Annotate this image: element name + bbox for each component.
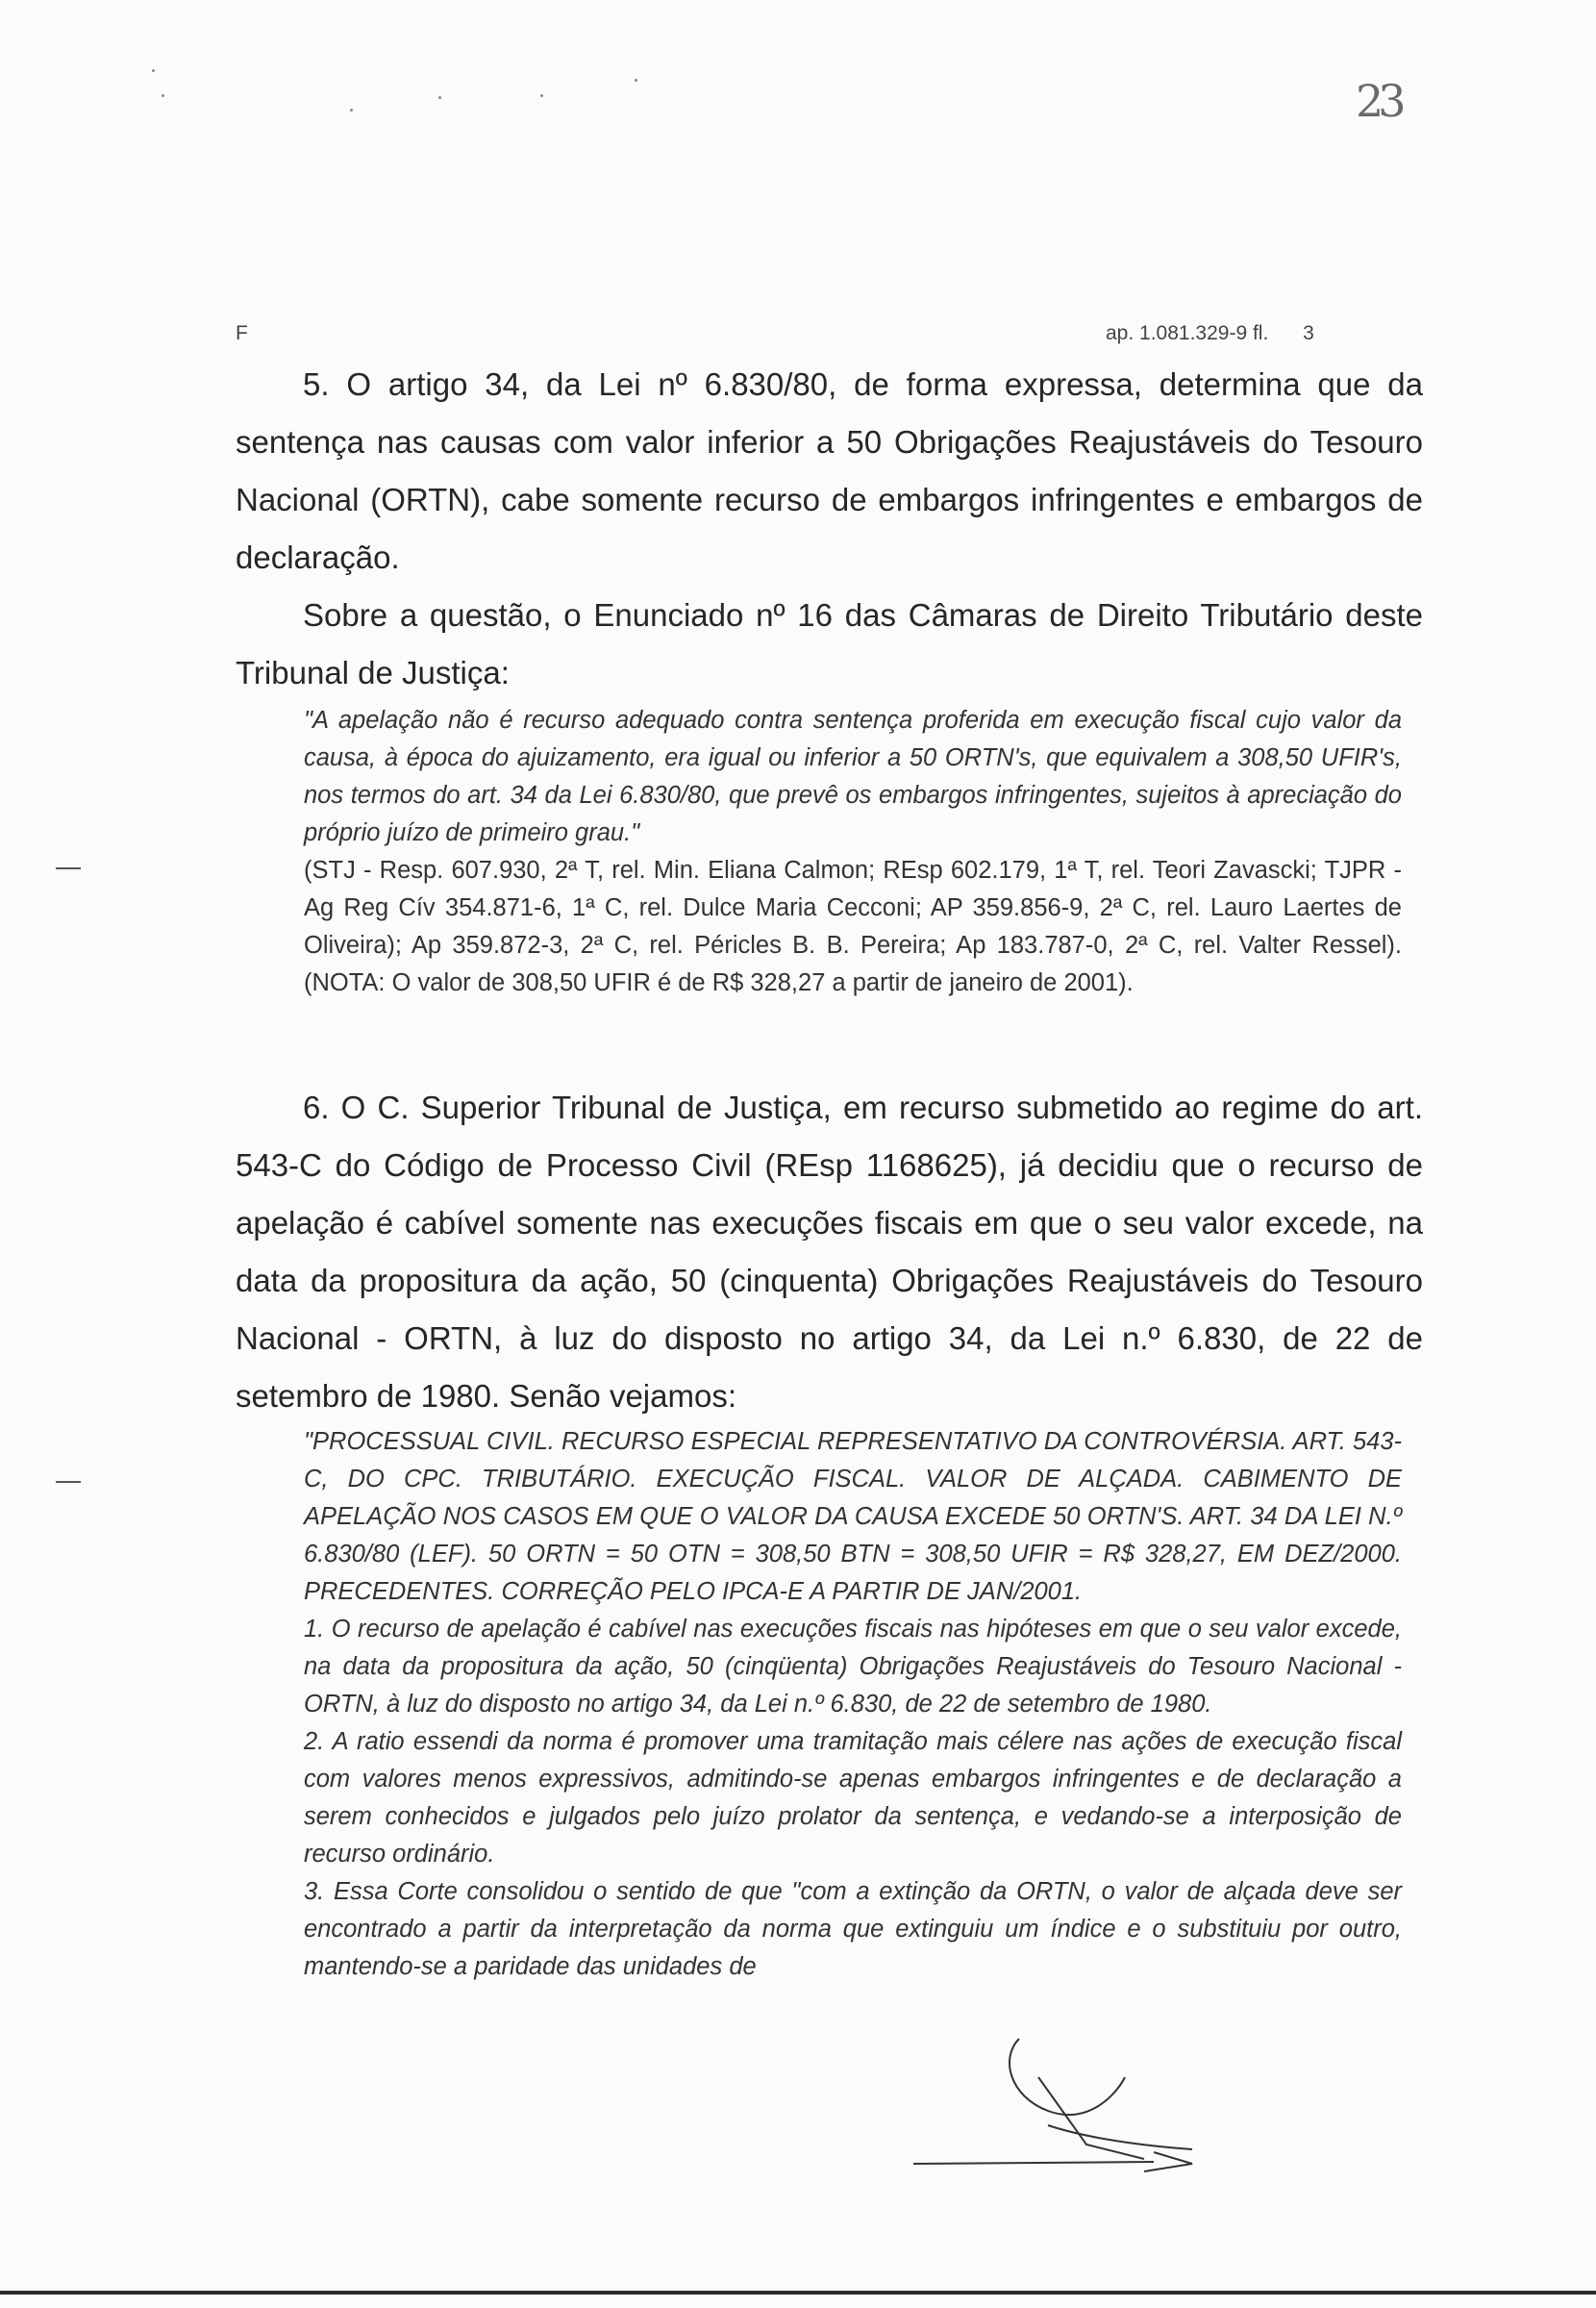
- enunciado-quote: [304, 702, 1402, 1002]
- enunciado-citation: (STJ - Resp. 607.930, 2ª T, rel. Min. Eliana Calmon; REsp 602.179, 1ª T, rel. Teori Zavascki; TJPR - Ag Reg Cív 354.871-6, 1ª C, rel. Dulce Maria Cecconi; AP 359.856-9, 2ª C, rel. Lauro Laertes de Oliveira); Ap 359.872-3, 2ª C, rel. Péricles B. B. Pereira; Ap 183.787-0, 2ª C, rel. Valter Ressel). (NOTA: O valor de 308,50 UFIR é de R$ 328,27 a partir de janeiro de 2001).: [304, 857, 1402, 996]
- ementa-item-1: 1. O recurso de apelação é cabível nas execuções fiscais nas hipóteses em que o seu valor excede, na data da propositura da ação, 50 (cinqüenta) Obrigações Reajustáveis do Tesouro Nacional - ORTN, à luz do disposto no artigo 34, da Lei n.º 6.830, de 22 de setembro de 1980.: [304, 1616, 1402, 1718]
- paragraph-5-followup: Sobre a questão, o Enunciado nº 16 das Câmaras de Direito Tributário deste Tribunal de Justiça:: [236, 597, 1423, 690]
- folio-label: fl.: [1252, 322, 1269, 344]
- scan-speck: [635, 79, 637, 82]
- ementa-item-2: 2. A ratio essendi da norma é promover uma tramitação mais célere nas ações de execução fiscal com valores menos expressivos, admitindo-se apenas embargos infringentes e de declaração a serem conhecidos e julgados pelo juízo prolator da sentença, e vedando-se a interposição de recurso ordinário.: [304, 1728, 1402, 1868]
- margin-mark: [56, 867, 81, 869]
- header-left-mark: F: [236, 322, 248, 344]
- enunciado-text: "A apelação não é recurso adequado contra sentença proferida em execução fiscal cujo valor da causa, à época do ajuizamento, era igual ou inferior a 50 ORTN's, que equivalem a 308,50 UFIR's, nos termos do art. 34 da Lei 6.830/80, que prevê os embargos infringentes, sujeitos à apreciação do próprio juízo de primeiro grau.": [304, 707, 1402, 846]
- ementa-quote: [304, 1423, 1402, 1986]
- page-reference: [1106, 322, 1314, 345]
- paragraph-6: 6. O C. Superior Tribunal de Justiça, em recurso submetido ao regime do art. 543-C do Código de Processo Civil (REsp 1168625), já decidiu que o recurso de apelação é cabível somente nas execuções fiscais em que o seu valor excede, na data da propositura da ação, 50 (cinquenta) Obrigações Reajustáveis do Tesouro Nacional - ORTN, à luz do disposto no artigo 34, da Lei n.º 6.830, de 22 de setembro de 1980. Senão vejamos:: [236, 1090, 1423, 1414]
- case-number: ap. 1.081.329-9: [1106, 322, 1248, 344]
- folio-number: 3: [1303, 322, 1314, 344]
- scan-speck: [162, 94, 164, 97]
- margin-mark: [56, 1481, 81, 1483]
- ementa-heading: "PROCESSUAL CIVIL. RECURSO ESPECIAL REPRESENTATIVO DA CONTROVÉRSIA. ART. 543-C, DO CPC. TRIBUTÁRIO. EXECUÇÃO FISCAL. VALOR DE ALÇADA. CABIMENTO DE APELAÇÃO NOS CASOS EM QUE O VALOR DA CAUSA EXCEDE 50 ORTN'S. ART. 34 DA LEI N.º 6.830/80 (LEF). 50 ORTN = 50 OTN = 308,50 BTN = 308,50 UFIR = R$ 328,27, EM DEZ/2000. PRECEDENTES. CORREÇÃO PELO IPCA-E A PARTIR DE JAN/2001.: [304, 1428, 1402, 1605]
- bottom-rule: [0, 2291, 1596, 2295]
- scan-speck: [438, 96, 441, 99]
- paragraph-5: 5. O artigo 34, da Lei nº 6.830/80, de forma expressa, determina que da sentença nas causas com valor inferior a 50 Obrigações Reajustáveis do Tesouro Nacional (ORTN), cabe somente recurso de embargos infringentes e embargos de declaração.: [236, 366, 1423, 575]
- scan-speck: [350, 109, 353, 112]
- scan-speck: [540, 94, 543, 97]
- handwritten-signature: [904, 2020, 1211, 2173]
- handwritten-page-mark: 23: [1356, 75, 1401, 127]
- ementa-item-3: 3. Essa Corte consolidou o sentido de que "com a extinção da ORTN, o valor de alçada deve ser encontrado a partir da interpretação da norma que extinguiu um índice e o substituiu por outro, mantendo-se a paridade das unidades de: [304, 1878, 1402, 1980]
- scan-speck: [152, 69, 155, 72]
